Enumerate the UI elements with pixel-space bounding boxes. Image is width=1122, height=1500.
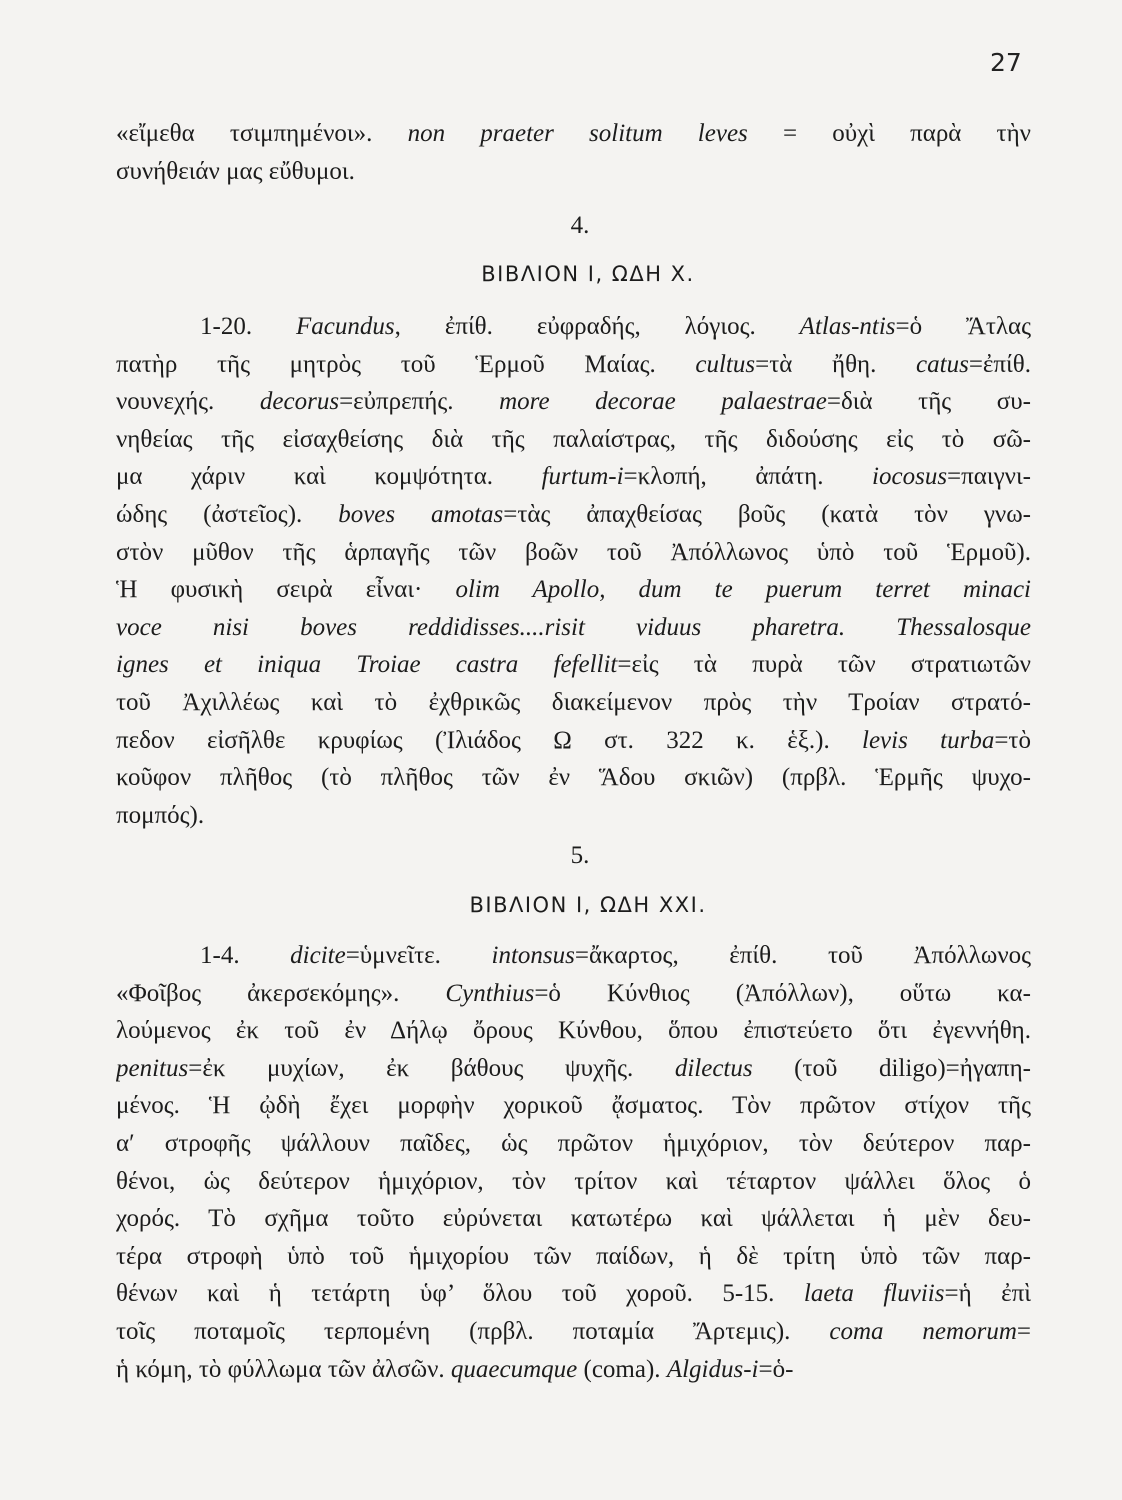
latin-term: dicite — [290, 942, 346, 969]
text-segment: τοῖς ποταμοῖς τερπομένη (πρβλ. ποταμία Ἄρτεμις). — [116, 1318, 830, 1345]
text-segment: = οὐχὶ παρὰ τὴν — [747, 120, 1031, 147]
text-segment: μένος. Ἡ ᾠδὴ ἔχει μορφὴν χορικοῦ ᾄσματος. Τὸν πρῶτον στίχον τῆς — [116, 1092, 1031, 1120]
text-segment: =εὐπρεπής. — [339, 388, 500, 416]
text-segment: πεδον εἰσῆλθε κρυφίως (Ἰλιάδος Ω στ. 322 κ. ἑξ.). — [116, 726, 863, 754]
text-segment: «Φοῖβος ἀκερσεκόμης». — [116, 979, 446, 1007]
text-segment: =ἐπίθ. — [968, 350, 1031, 378]
text-segment: =τὰς ἀπαχθείσας βοῦς (κατὰ τὸν γνω- — [503, 501, 1031, 528]
text-segment: 1-4. — [200, 942, 291, 969]
text-segment: =ὑμνεῖτε. — [345, 942, 492, 969]
text-line — [116, 384, 1031, 420]
text-line — [116, 610, 1031, 646]
latin-term: levis turba — [862, 726, 995, 754]
latin-term: intonsus — [491, 942, 575, 969]
latin-term: Cynthius — [445, 979, 535, 1007]
text-segment: 1-20. — [200, 313, 297, 340]
text-line — [116, 154, 1031, 190]
text-segment: λούμενος ἐκ τοῦ ἐν Δήλῳ ὄρους Κύνθου, ὅπου ἐπιστεύετο ὅτι ἐγεννήθη. — [116, 1017, 1031, 1045]
text-line — [116, 1013, 1031, 1049]
text-line — [116, 1314, 1031, 1350]
text-segment: α′ στροφῆς ψάλλουν παῖδες, ὡς πρῶτον ἡμιχόριον, τὸν δεύτερον παρ- — [116, 1130, 1031, 1157]
latin-term: catus — [916, 350, 969, 378]
text-segment: μα χάριν καὶ κομψότητα. — [116, 463, 542, 491]
latin-term: penitus — [116, 1054, 189, 1082]
latin-term: iocosus — [872, 463, 948, 491]
latin-term: boves amotas — [338, 501, 504, 528]
text-segment: «εἴμεθα τσιμπημένοι». — [116, 120, 408, 147]
text-line — [116, 685, 1031, 721]
text-segment: νουνεχής. — [116, 388, 260, 416]
text-line — [116, 723, 1031, 759]
text-line — [116, 1051, 1031, 1087]
text-segment: =τὰ ἤθη. — [755, 350, 917, 378]
text-segment: συνήθειάν μας εὔθυμοι. — [116, 157, 355, 185]
text-line — [116, 497, 1031, 533]
text-segment: Ἡ φυσικὴ σειρὰ εἶναι· — [116, 576, 456, 604]
text-segment: θένοι, ὡς δεύτερον ἡμιχόριον, τὸν τρίτον καὶ τέταρτον ψάλλει ὅλος ὁ — [116, 1167, 1031, 1195]
text-segment: χορός. Τὸ σχῆμα τοῦτο εὐρύνεται κατωτέρω καὶ ψάλλεται ἡ μὲν δευ- — [116, 1205, 1031, 1233]
text-segment: θένων καὶ ἡ τετάρτη ὑφ’ ὅλου τοῦ χοροῦ. 5-15. — [116, 1280, 804, 1308]
text-segment: =ὁ Κύνθιος (Ἀπόλλων), οὕτω κα- — [534, 979, 1031, 1007]
text-line — [200, 938, 1031, 974]
text-segment: ώδης (ἀστεῖος). — [116, 501, 339, 528]
text-segment: (coma). — [577, 1355, 667, 1383]
text-segment: =διὰ τῆς συ- — [826, 388, 1031, 416]
latin-term: more decorae palaestrae — [499, 388, 827, 416]
text-line — [116, 535, 1031, 571]
section-5-heading: ΒΙΒΛΙΟΝ Ι, ΩΔΗ XXI. — [469, 893, 707, 917]
latin-term: dilectus — [674, 1054, 753, 1082]
text-line — [116, 760, 1031, 796]
text-segment: =εἰς τὰ πυρὰ τῶν στρατιωτῶν — [617, 651, 1031, 679]
page-number: 27 — [990, 48, 1022, 77]
text-segment: =ἐκ μυχίων, ἐκ βάθους ψυχῆς. — [188, 1054, 675, 1082]
text-segment: πομπός). — [116, 801, 205, 829]
section-5-number: 5. — [570, 842, 590, 869]
text-line — [116, 976, 1031, 1012]
latin-term: quaecumque — [450, 1355, 578, 1383]
text-line — [116, 1352, 1031, 1388]
text-line — [116, 798, 1031, 834]
text-line — [116, 1126, 1031, 1162]
text-segment: =κλοπή, ἀπάτη. — [623, 463, 873, 491]
latin-term: voce nisi boves reddidisses....risit viduus pharetra. Thessalosque — [116, 613, 1031, 641]
latin-term: cultus — [695, 350, 756, 378]
text-segment: νηθείας τῆς εἰσαχθείσης διὰ τῆς παλαίστρας, τῆς διδούσης εἰς τὸ σῶ- — [116, 425, 1031, 453]
text-segment: , ἐπίθ. εὐφραδής, λόγιος. — [394, 313, 800, 340]
text-line — [116, 347, 1031, 383]
latin-term: laeta fluviis — [803, 1280, 945, 1308]
text-segment: ἡ κόμη, τὸ φύλλωμα τῶν ἀλσῶν. — [116, 1355, 451, 1383]
text-line — [200, 309, 1031, 345]
latin-term: olim Apollo, dum te puerum terret minaci — [455, 576, 1031, 604]
latin-term: coma nemorum — [829, 1318, 1017, 1345]
text-segment: =παιγνι- — [947, 463, 1031, 491]
text-segment: = — [1016, 1318, 1031, 1345]
text-segment: πατὴρ τῆς μητρὸς τοῦ Ἑρμοῦ Μαίας. — [116, 350, 696, 378]
latin-term: Facundus — [296, 313, 395, 340]
text-segment: =ἄκαρτος, ἐπίθ. τοῦ Ἀπόλλωνος — [574, 942, 1031, 969]
text-line — [116, 1201, 1031, 1237]
text-segment: κοῦφον πλῆθος (τὸ πλῆθος τῶν ἐν Ἅδου σκιῶν) (πρβλ. Ἑρμῆς ψυχο- — [116, 764, 1031, 792]
text-line — [116, 1239, 1031, 1275]
text-line — [116, 422, 1031, 458]
text-segment: τοῦ Ἀχιλλέως καὶ τὸ ἐχθρικῶς διακείμενον πρὸς τὴν Τροίαν στρατό- — [116, 689, 1031, 716]
section-4-number: 4. — [570, 212, 590, 239]
text-segment: =ὁ Ἄτλας — [895, 313, 1031, 340]
text-line — [116, 1164, 1031, 1200]
text-segment: =ὁ- — [758, 1355, 794, 1383]
text-segment: στὸν μῦθον τῆς ἁρπαγῆς τῶν βοῶν τοῦ Ἀπόλλωνος ὑπὸ τοῦ Ἑρμοῦ). — [116, 538, 1031, 566]
text-line — [116, 647, 1031, 683]
section-4-heading: ΒΙΒΛΙΟΝ Ι, ΩΔΗ X. — [481, 262, 695, 286]
latin-term: ignes et iniqua Troiae castra fefellit — [116, 651, 618, 679]
latin-term: Algidus-i — [666, 1355, 759, 1383]
text-line — [116, 1088, 1031, 1124]
text-line — [116, 116, 1031, 152]
text-line — [116, 572, 1031, 608]
latin-term: Atlas-ntis — [799, 313, 896, 340]
latin-term: decorus — [259, 388, 340, 416]
text-line — [116, 1276, 1031, 1312]
text-segment: =τὸ — [994, 726, 1031, 754]
text-segment: (τοῦ diligo)=ἠγαπη- — [752, 1054, 1031, 1082]
text-segment: =ἡ ἐπὶ — [944, 1280, 1031, 1308]
latin-term: non praeter solitum leves — [407, 120, 748, 147]
text-line — [116, 459, 1031, 495]
latin-term: furtum-i — [541, 463, 624, 491]
text-segment: τέρα στροφὴ ὑπὸ τοῦ ἡμιχορίου τῶν παίδων, ἡ δὲ τρίτη ὑπὸ τῶν παρ- — [116, 1242, 1031, 1270]
